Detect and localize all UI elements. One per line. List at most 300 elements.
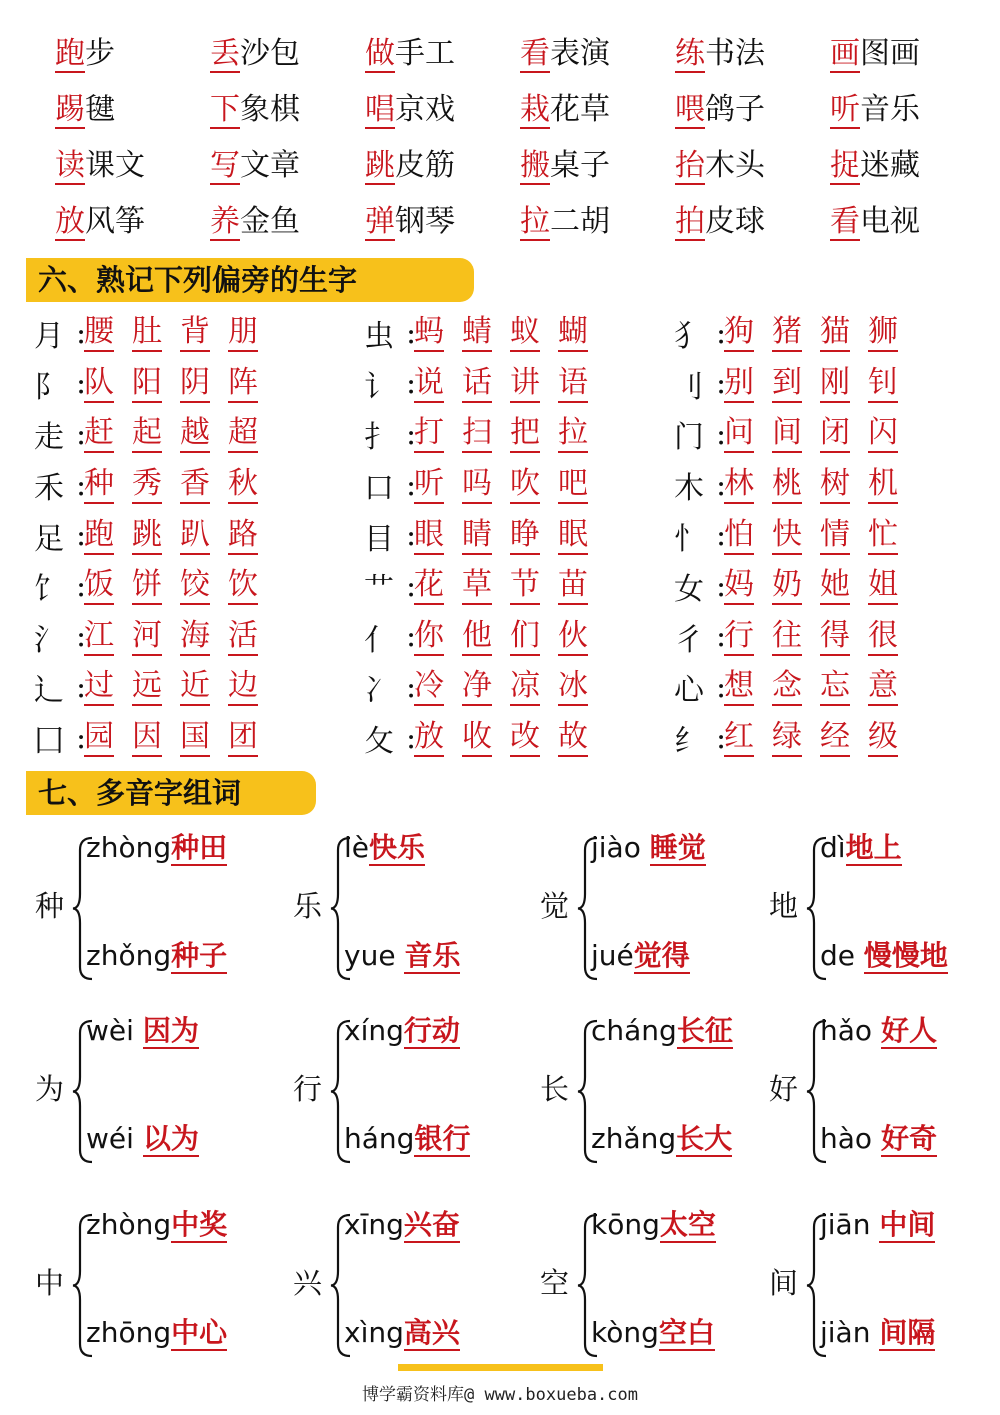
radical-colon: : — [76, 315, 87, 351]
phrase-object: 二胡 — [550, 204, 610, 239]
radical-example-char: 树 — [820, 466, 850, 504]
example-word: 种子 — [171, 939, 228, 972]
radical-row — [364, 612, 674, 663]
radical-example-char: 吧 — [558, 466, 588, 504]
radical: 饣 — [34, 572, 64, 608]
example-word: 长大 — [676, 1122, 733, 1155]
polyphonic-group — [30, 1203, 270, 1363]
radical-example-char: 吗 — [462, 466, 492, 504]
radical-example-char: 队 — [84, 365, 114, 403]
radical-colon: : — [716, 669, 727, 705]
pronunciation-line — [591, 1009, 733, 1049]
phrase-object: 手工 — [395, 36, 455, 71]
phrase-object: 风筝 — [85, 204, 145, 239]
phrase-verb: 养 — [210, 204, 240, 239]
radical-example-char: 把 — [510, 415, 540, 453]
example-word: 中心 — [171, 1316, 228, 1349]
example-word: 中间 — [879, 1208, 936, 1241]
phrase-verb: 放 — [55, 204, 85, 239]
phrase-verb: 拍 — [675, 204, 705, 239]
radical-colon: : — [716, 315, 727, 351]
polyphonic-character: 行 — [293, 1072, 323, 1106]
radical-example-char: 级 — [868, 719, 898, 757]
phrase-verb: 唱 — [365, 92, 395, 127]
radical-row — [364, 308, 674, 359]
polyphonic-group — [30, 1009, 270, 1169]
phrase-verb: 看 — [520, 36, 550, 71]
pronunciation-line — [344, 1009, 460, 1049]
radical-example-char: 语 — [558, 365, 588, 403]
radical-example-char: 秋 — [228, 466, 258, 504]
example-word: 快乐 — [369, 831, 426, 864]
radical-colon: : — [76, 366, 87, 402]
pinyin: kòng — [591, 1316, 659, 1349]
verb-phrase — [55, 142, 210, 190]
radical-example-char: 你 — [414, 618, 444, 656]
pinyin: jiān — [820, 1208, 880, 1241]
verb-phrase — [365, 142, 520, 190]
radical-row — [34, 359, 364, 410]
radical-row — [674, 308, 974, 359]
pronunciation-line — [86, 1311, 227, 1351]
radical-colon: : — [716, 416, 727, 452]
radical-example-char: 园 — [84, 719, 114, 757]
pronunciation-line — [591, 826, 706, 866]
phrase-verb: 搬 — [520, 148, 550, 183]
radical-example-char: 狮 — [868, 314, 898, 352]
radical-example-char: 说 — [414, 365, 444, 403]
pronunciation-line — [344, 826, 425, 866]
radical-row — [34, 510, 364, 561]
example-word: 觉得 — [633, 939, 690, 972]
radical-example-char: 绿 — [772, 719, 802, 757]
verb-phrase — [55, 86, 210, 134]
verb-phrase — [675, 30, 830, 78]
pinyin: cháng — [591, 1014, 677, 1047]
radical-example-char: 打 — [414, 415, 444, 453]
radical-row — [34, 308, 364, 359]
radical-example-char: 香 — [180, 466, 210, 504]
radical-colon: : — [406, 518, 417, 554]
example-word: 高兴 — [403, 1316, 460, 1349]
radical-example-char: 草 — [462, 567, 492, 605]
pinyin: dì — [820, 831, 846, 864]
radical-example-char: 路 — [228, 517, 258, 555]
radical: 口 — [364, 471, 394, 507]
pronunciation-line — [86, 1009, 199, 1049]
pinyin: jué — [591, 939, 634, 972]
radical-example-char: 远 — [132, 668, 162, 706]
radical: 目 — [364, 521, 394, 557]
radical: 囗 — [34, 724, 64, 760]
pronunciation-line — [820, 826, 902, 866]
radical: 阝 — [34, 369, 64, 405]
radical-example-char: 阴 — [180, 365, 210, 403]
pronunciation-line — [591, 1117, 732, 1157]
phrase-verb: 丢 — [210, 36, 240, 71]
radical: 艹 — [364, 572, 394, 608]
radical-example-char: 睁 — [510, 517, 540, 555]
radical-colon: : — [406, 315, 417, 351]
pronunciation-line — [344, 1203, 460, 1243]
pinyin: hǎo — [820, 1014, 881, 1047]
phrase-verb: 画 — [830, 36, 860, 71]
verb-phrase — [365, 198, 520, 246]
verb-phrase — [210, 142, 365, 190]
verb-phrase — [675, 198, 830, 246]
radical-example-char: 江 — [84, 618, 114, 656]
radical: 虫 — [364, 319, 394, 355]
radical-row — [364, 713, 674, 764]
radical-example-char: 话 — [462, 365, 492, 403]
verb-phrase — [210, 86, 365, 134]
pinyin: jiào — [591, 831, 650, 864]
radical-example-char: 放 — [414, 719, 444, 757]
verb-phrase — [55, 198, 210, 246]
pinyin: jiàn — [820, 1316, 880, 1349]
phrase-verb: 喂 — [675, 92, 705, 127]
radical: 走 — [34, 420, 64, 456]
radical-example-char: 肚 — [132, 314, 162, 352]
radical-example-char: 别 — [724, 365, 754, 403]
pronunciation-line — [344, 1117, 470, 1157]
phrase-object: 钢琴 — [395, 204, 455, 239]
radical: 足 — [34, 521, 64, 557]
radical-colon: : — [716, 467, 727, 503]
pinyin: zhòng — [86, 831, 172, 864]
radical-row — [364, 359, 674, 410]
radical: 月 — [34, 319, 64, 355]
phrase-verb: 弹 — [365, 204, 395, 239]
radical-colon: : — [406, 669, 417, 705]
radical-example-char: 阵 — [228, 365, 258, 403]
radical-example-char: 行 — [724, 618, 754, 656]
verb-phrase — [365, 86, 520, 134]
pinyin: hào — [820, 1122, 881, 1155]
pronunciation-line — [591, 934, 690, 974]
radical-row — [34, 662, 364, 713]
radical-example-char: 超 — [228, 415, 258, 453]
polyphonic-group — [535, 1203, 775, 1363]
radical-example-char: 间 — [772, 415, 802, 453]
radical-example-char: 讲 — [510, 365, 540, 403]
verb-phrase — [520, 198, 675, 246]
radical-row — [34, 460, 364, 511]
example-word: 地上 — [845, 831, 902, 864]
radical-colon: : — [76, 720, 87, 756]
pronunciation-line — [591, 1203, 716, 1243]
radical-colon: : — [406, 619, 417, 655]
verb-phrase — [210, 30, 365, 78]
pinyin: xíng — [344, 1014, 404, 1047]
radical-example-char: 拉 — [558, 415, 588, 453]
radical-example-char: 朋 — [228, 314, 258, 352]
radical-example-char: 快 — [772, 517, 802, 555]
polyphonic-group — [535, 1009, 775, 1169]
verb-phrase — [830, 142, 985, 190]
radical-example-char: 阳 — [132, 365, 162, 403]
pronunciation-line — [820, 1203, 935, 1243]
radical-row — [364, 662, 674, 713]
radical-example-char: 往 — [772, 618, 802, 656]
radical-row — [34, 713, 364, 764]
pinyin: zhǎng — [591, 1122, 677, 1155]
radical: 门 — [674, 420, 704, 456]
radical-example-char: 河 — [132, 618, 162, 656]
example-word: 长征 — [676, 1014, 733, 1047]
radical-colon: : — [406, 720, 417, 756]
polyphonic-group — [288, 826, 528, 986]
pinyin: de — [820, 939, 864, 972]
radical-row — [674, 662, 974, 713]
phrase-verb: 栽 — [520, 92, 550, 127]
radical-example-char: 趴 — [180, 517, 210, 555]
pinyin: xìng — [344, 1316, 404, 1349]
radical-colon: : — [716, 619, 727, 655]
radical-example-char: 意 — [868, 668, 898, 706]
radical-row — [674, 713, 974, 764]
footer-divider — [398, 1364, 603, 1371]
verb-phrase — [520, 142, 675, 190]
example-word: 间隔 — [879, 1316, 936, 1349]
verb-phrase — [55, 30, 210, 78]
radical-example-char: 冰 — [558, 668, 588, 706]
radical-colon: : — [406, 568, 417, 604]
radical-example-char: 她 — [820, 567, 850, 605]
phrase-verb: 读 — [55, 148, 85, 183]
phrase-object: 鸽子 — [705, 92, 765, 127]
radical-example-char: 近 — [180, 668, 210, 706]
verb-phrase — [830, 30, 985, 78]
radical-colon: : — [716, 366, 727, 402]
radical-example-char: 过 — [84, 668, 114, 706]
pinyin: háng — [344, 1122, 415, 1155]
radical-example-char: 姐 — [868, 567, 898, 605]
radical-colon: : — [76, 568, 87, 604]
radical-example-char: 情 — [820, 517, 850, 555]
radical-example-char: 念 — [772, 668, 802, 706]
phrase-verb: 跑 — [55, 36, 85, 71]
radical-example-char: 听 — [414, 466, 444, 504]
phrase-verb: 下 — [210, 92, 240, 127]
polyphonic-character: 觉 — [540, 889, 570, 923]
example-word: 种田 — [171, 831, 228, 864]
example-word: 睡觉 — [649, 831, 706, 864]
example-word: 因为 — [142, 1014, 199, 1047]
radical: 刂 — [674, 369, 704, 405]
radical-example-char: 冷 — [414, 668, 444, 706]
phrase-verb: 捉 — [830, 148, 860, 183]
phrase-verb: 拉 — [520, 204, 550, 239]
radical: 攵 — [364, 724, 394, 760]
radical-example-char: 蚁 — [510, 314, 540, 352]
radical-example-char: 刚 — [820, 365, 850, 403]
radical-example-char: 秀 — [132, 466, 162, 504]
radical-example-char: 想 — [724, 668, 754, 706]
radical-colon: : — [76, 619, 87, 655]
radical: 禾 — [34, 471, 64, 507]
phrase-object: 毽 — [85, 92, 115, 127]
radical-row — [674, 612, 974, 663]
phrase-object: 电视 — [860, 204, 920, 239]
radical-example-char: 机 — [868, 466, 898, 504]
polyphonic-character: 间 — [769, 1266, 799, 1300]
phrase-object: 沙包 — [240, 36, 300, 71]
pronunciation-line — [820, 1117, 937, 1157]
example-word: 兴奋 — [403, 1208, 460, 1241]
radical: 亻 — [364, 622, 394, 658]
radical-row — [364, 409, 674, 460]
radical-example-char: 林 — [724, 466, 754, 504]
radical-example-char: 饺 — [180, 567, 210, 605]
radical: 彳 — [674, 622, 704, 658]
radical-example-char: 凉 — [510, 668, 540, 706]
phrase-verb: 听 — [830, 92, 860, 127]
radical: 心 — [674, 673, 704, 709]
radical-example-char: 忘 — [820, 668, 850, 706]
radical-example-char: 红 — [724, 719, 754, 757]
phrase-object: 图画 — [860, 36, 920, 71]
radical-example-char: 猫 — [820, 314, 850, 352]
radical-example-char: 眠 — [558, 517, 588, 555]
radical-colon: : — [76, 518, 87, 554]
radical: 辶 — [34, 673, 64, 709]
radical: 纟 — [674, 724, 704, 760]
section-6-heading: 六、熟记下列偏旁的生字 — [26, 258, 474, 302]
radical-example-char: 饭 — [84, 567, 114, 605]
pronunciation-line — [344, 1311, 460, 1351]
phrase-object: 步 — [85, 36, 115, 71]
phrase-object: 书法 — [705, 36, 765, 71]
radical-example-char: 收 — [462, 719, 492, 757]
example-word: 音乐 — [404, 939, 461, 972]
verb-phrase — [675, 86, 830, 134]
polyphonic-character: 长 — [540, 1072, 570, 1106]
polyphonic-character: 兴 — [293, 1266, 323, 1300]
polyphonic-group — [535, 826, 775, 986]
radical-example-char: 苗 — [558, 567, 588, 605]
pinyin: kōng — [591, 1208, 660, 1241]
radical-row — [34, 612, 364, 663]
radical-colon: : — [76, 416, 87, 452]
polyphonic-group — [764, 1203, 1000, 1363]
radical-colon: : — [716, 518, 727, 554]
radical-example-char: 节 — [510, 567, 540, 605]
radical-row — [364, 460, 674, 511]
phrase-verb: 写 — [210, 148, 240, 183]
radical-example-char: 奶 — [772, 567, 802, 605]
phrase-object: 皮球 — [705, 204, 765, 239]
radical-example-char: 闪 — [868, 415, 898, 453]
radical-example-char: 闭 — [820, 415, 850, 453]
polyphonic-character: 乐 — [293, 889, 323, 923]
radical-example-char: 故 — [558, 719, 588, 757]
pronunciation-line — [820, 1311, 935, 1351]
example-word: 以为 — [142, 1122, 199, 1155]
radical-row — [364, 510, 674, 561]
pronunciation-line — [344, 934, 460, 974]
pinyin: zhǒng — [86, 939, 172, 972]
phrase-object: 表演 — [550, 36, 610, 71]
polyphonic-character: 种 — [35, 889, 65, 923]
verb-phrase — [520, 30, 675, 78]
phrase-verb: 跳 — [365, 148, 395, 183]
radical-example-char: 妈 — [724, 567, 754, 605]
pronunciation-line — [591, 1311, 715, 1351]
verb-phrase — [675, 142, 830, 190]
radical-row — [34, 409, 364, 460]
radical-example-char: 越 — [180, 415, 210, 453]
pinyin: lè — [344, 831, 370, 864]
radical: 氵 — [34, 622, 64, 658]
radical-example-char: 狗 — [724, 314, 754, 352]
radical-row — [674, 359, 974, 410]
polyphonic-character: 中 — [35, 1266, 65, 1300]
example-word: 行动 — [403, 1014, 460, 1047]
example-word: 太空 — [659, 1208, 716, 1241]
radical-example-char: 们 — [510, 618, 540, 656]
radical-example-char: 桃 — [772, 466, 802, 504]
radical-colon: : — [76, 669, 87, 705]
phrase-object: 金鱼 — [240, 204, 300, 239]
radical: 犭 — [674, 319, 704, 355]
radical-example-char: 国 — [180, 719, 210, 757]
radical-example-char: 很 — [868, 618, 898, 656]
radical-example-char: 忙 — [868, 517, 898, 555]
pinyin: zhōng — [86, 1316, 172, 1349]
phrase-object: 文章 — [240, 148, 300, 183]
verb-phrase — [365, 30, 520, 78]
polyphonic-character: 地 — [769, 889, 799, 923]
radical-example-char: 背 — [180, 314, 210, 352]
radical-example-char: 猪 — [772, 314, 802, 352]
radical: 忄 — [674, 521, 704, 557]
radical: 木 — [674, 471, 704, 507]
radical-example-char: 海 — [180, 618, 210, 656]
section-7-heading: 七、多音字组词 — [26, 771, 316, 815]
radical-example-char: 他 — [462, 618, 492, 656]
pronunciation-line — [86, 826, 227, 866]
radical-example-char: 睛 — [462, 517, 492, 555]
radical-example-char: 饮 — [228, 567, 258, 605]
phrase-verb: 练 — [675, 36, 705, 71]
radical-example-char: 蚂 — [414, 314, 444, 352]
polyphonic-group — [764, 1009, 1000, 1169]
radical-example-char: 起 — [132, 415, 162, 453]
pronunciation-line — [86, 934, 227, 974]
radical-example-char: 怕 — [724, 517, 754, 555]
radical-example-char: 边 — [228, 668, 258, 706]
radical-example-char: 扫 — [462, 415, 492, 453]
radical-example-char: 腰 — [84, 314, 114, 352]
verb-phrase — [210, 198, 365, 246]
radical: 女 — [674, 572, 704, 608]
pinyin: xīng — [344, 1208, 404, 1241]
radical-example-char: 团 — [228, 719, 258, 757]
radical-colon: : — [406, 416, 417, 452]
pronunciation-line — [820, 934, 948, 974]
pinyin: zhòng — [86, 1208, 172, 1241]
example-word: 慢慢地 — [863, 939, 948, 972]
example-word: 空白 — [658, 1316, 715, 1349]
example-word: 好人 — [880, 1014, 937, 1047]
phrase-object: 木头 — [705, 148, 765, 183]
example-word: 银行 — [414, 1122, 471, 1155]
verb-phrase — [830, 198, 985, 246]
phrase-verb: 做 — [365, 36, 395, 71]
radical-example-char: 蝴 — [558, 314, 588, 352]
radical-example-char: 经 — [820, 719, 850, 757]
